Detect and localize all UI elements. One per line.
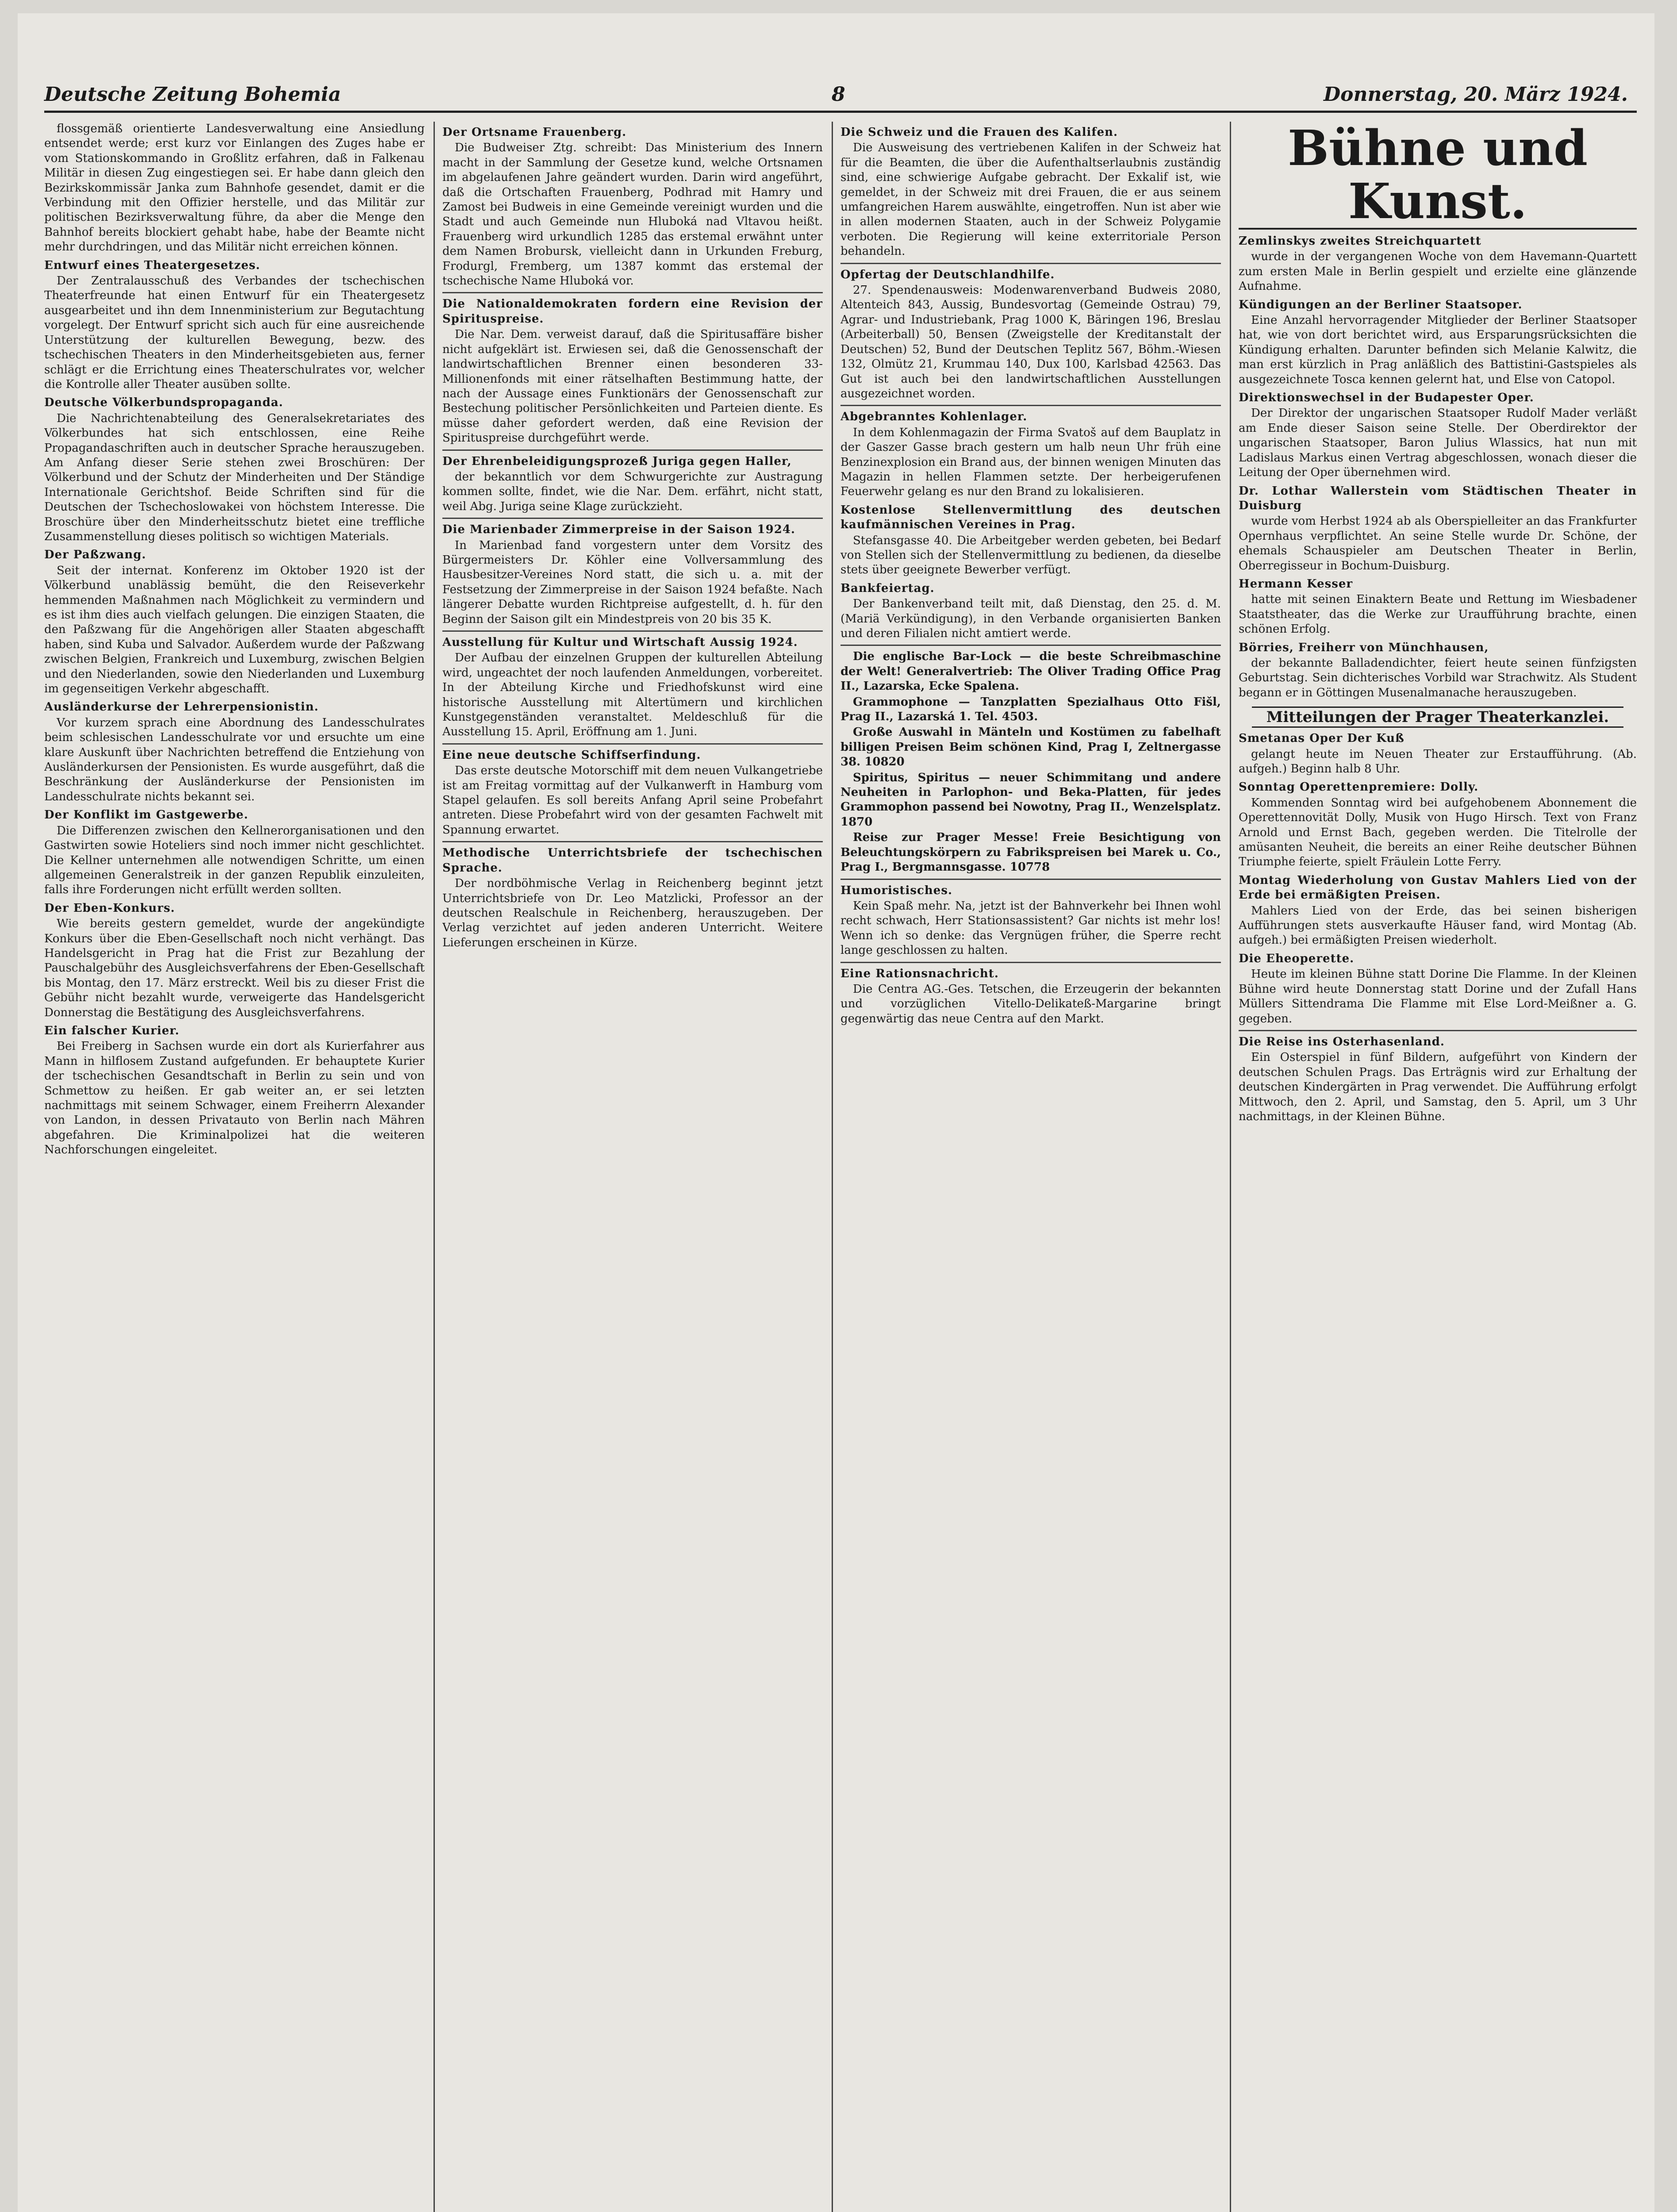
article-paragraph: Die Budweiser Ztg. schreibt: Das Ministerium des Innern macht in der Sammlung der Gesetze kund, welche Ortsnamen im abgelaufenen Jahre geändert wurden. Darin wird angeführt, daß die Ortschaften Frauenberg, Podhrad mit Hamry und Zamost bei Budweis in eine Gemeinde vereinigt wurden und die Stadt und auch Gemeinde nun Hluboká nad Vltavou heißt. Frauenberg wird urkundlich 1285 das erstemal erwähnt unter dem Namen Brobursk, vielleicht dann in Urkunden Freburg, Frodurgl, Fremberg, um 1387 kommt das erstemal der tschechische Name Hluboká vor. (442, 141, 823, 288)
article-paragraph: Ein Osterspiel in fünf Bildern, aufgeführt von Kindern der deutschen Schulen Prags. Das Erträgnis wird zur Erhaltung der deutschen Kindergärten in Prag verwendet. Die Aufführung erfolgt Mittwoch, den 2. April, und Samstag, den 5. April, um 3 Uhr nachmittags, in der Kleinen Bühne. (1239, 1051, 1637, 1123)
article-paragraph: Die Nachrichtenabteilung des Generalsekretariates des Völkerbundes hat sich entschlossen, eine Reihe Propagandaschriften auch in deutscher Sprache herauszugeben. Am Anfang dieser Serie stehen zwei Broschüren: Der Völkerbund und der Schutz der Minderheiten und Der Ständige Internationale Gerichtshof. Beide Schriften sind für die Deutschen der Tschechoslowakei von höchstem Interesse. Die Broschüre über den Minderheitsschutz bietet eine treffliche Zusammenstellung dieses politisch so wichtigen Materials. (44, 411, 425, 543)
article-paragraph: Stefansgasse 40. Die Arbeitgeber werden gebeten, bei Bedarf von Stellen sich der Stellenvermittlung zu bedienen, da dieselbe stets über geeignete Bewerber verfügt. (840, 534, 1221, 577)
article-paragraph: In Marienbad fand vorgestern unter dem Vorsitz des Bürgermeisters Dr. Köhler eine Vollversammlung des Hausbesitzer-Vereines Nord statt, die sich u. a. mit der Festsetzung der Zimmerpreise in der Saison 1924 befaßte. Nach längerer Debatte wurden Richtpreise aufgestellt, d. h. für den Beginn der Saison gilt ein Mindestpreis von 20 bis 35 K. (442, 538, 823, 626)
article-paragraph: Die Differenzen zwischen den Kellnerorganisationen und den Gastwirten sowie Hoteliers sind noch immer nicht geschlichtet. Die Kellner unternehmen alle notwendigen Schritte, um einen allgemeinen Generalstreik in der ganzen Republik einzuleiten, falls ihre Forderungen nicht erfüllt werden sollten. (44, 824, 425, 897)
article-heading: Direktionswechsel in der Budapester Oper. (1239, 391, 1534, 405)
article-paragraph: Der nordböhmische Verlag in Reichenberg beginnt jetzt Unterrichtsbriefe von Dr. Leo Matzlicki, Professor an der deutschen Realschule in Reichenberg, herauszugeben. Der Verlag verzichtet auf jeden anderen Unterricht. Weitere Lieferungen erscheinen in Kürze. (442, 877, 823, 949)
advertisement: Spiritus, Spiritus — neuer Schimmitang und andere Neuheiten in Parlophon- und Beka-Platten, für jedes Grammophon passend bei Nowotny, Prag II., Wenzelsplatz. 1870 (840, 771, 1221, 829)
article-paragraph: Die Ausweisung des vertriebenen Kalifen in der Schweiz hat für die Beamten, die über die Aufenthaltserlaubnis zuständig sind, eine schwierige Aufgabe gebracht. Der Exkalif ist, wie gemeldet, in der Schweiz mit drei Frauen, die er aus seinem umfangreichen Harem auswählte, eingetroffen. Nun ist aber wie in allen modernen Staaten, auch in der Schweiz Polygamie verboten. Die Regierung will keine exterritoriale Person behandeln. (840, 141, 1221, 258)
column-rule (434, 122, 435, 2212)
article-paragraph: Vor kurzem sprach eine Abordnung des Landesschulrates beim schlesischen Landesschulrate vor und ersuchte um eine klare Auskunft über Nachrichten betreffend die Entziehung von Ausländerkursen der Pensionisten. Es wurde ausgeführt, daß die Beschränkung der Ausländerkurse der Pensionisten im Landesschulrate nichts bekannt sei. (44, 716, 425, 803)
article-divider (442, 518, 823, 519)
article-divider (840, 405, 1221, 406)
column-1 (44, 122, 425, 2212)
article-heading: Kündigungen an der Berliner Staatsoper. (1239, 298, 1523, 311)
article-heading: Der Eben-Konkurs. (44, 901, 175, 915)
article-divider (442, 743, 823, 745)
article-heading: Die Eheoperette. (1239, 952, 1355, 965)
article-heading: Bankfeiertag. (840, 581, 935, 595)
article-heading: Ausländerkurse der Lehrerpensionistin. (44, 700, 319, 714)
article-heading: Die Nationaldemokraten fordern eine Revision der Spirituspreise. (442, 297, 823, 326)
article-divider (442, 449, 823, 451)
article-paragraph: Die Centra AG.-Ges. Tetschen, die Erzeugerin der bekannten und vorzüglichen Vitello-Delikateß-Margarine bringt gegenwärtig das neue Centra auf den Markt. (840, 982, 1221, 1025)
section-title: Bühne und Kunst. (1239, 122, 1637, 230)
article-paragraph: Kein Spaß mehr. Na, jetzt ist der Bahnverkehr bei Ihnen wohl recht schwach, Herr Stationsassistent? Gar nichts ist mehr los! Wenn ich so denke: das Vergnügen früher, die Sperre recht lange geschlossen zu halten. (840, 899, 1221, 957)
article-paragraph: wurde vom Herbst 1924 ab als Oberspielleiter an das Frankfurter Opernhaus verpflichtet. An seine Stelle wurde Dr. Schöne, der ehemals Schauspieler am Deutschen Theater in Berlin, Oberregisseur in Bochum-Duisburg. (1239, 515, 1637, 572)
article-heading: Dr. Lothar Wallerstein vom Städtischen Theater in Duisburg (1239, 484, 1637, 512)
article-paragraph: 27. Spendenausweis: Modenwarenverband Budweis 2080, Altenteich 843, Aussig, Bundesvortag (Gemeinde Ostrau) 79, Agrar- und Industriebank, Prag 1000 K, Bäringen 196, Breslau (Arbeiterball) 50, Bensen (Zweigstelle der Kreditanstalt der Deutschen) 52, Bund der Deutschen Teplitz 567, Böhm.-Wiesen 132, Olmütz 21, Krummau 140, Dux 100, Karlsbad 42563. Das Gut ist auch bei den landwirtschaftlichen Ausstellungen ausgezeichnet worden. (840, 284, 1221, 400)
article-divider (840, 645, 1221, 646)
article-paragraph: Der Aufbau der einzelnen Gruppen der kulturellen Abteilung wird, ungeachtet der noch laufenden Anmeldungen, vorbereitet. In der Abteilung Kirche und Friedhofskunst wird eine historische Ausstellung mit Altertümern und kirchlichen Kunstgegenständen veranstaltet. Meldeschluß für die Ausstellung 15. April, Eröffnung am 1. Juni. (442, 651, 823, 739)
article-paragraph: Das erste deutsche Motorschiff mit dem neuen Vulkangetriebe ist am Freitag vormittag auf der Vulkanwerft in Hamburg vom Stapel gelaufen. Es soll bereits Anfang April seine Probefahrt antreten. Diese Probefahrt wird von der gesamten Fachwelt mit Spannung erwartet. (442, 764, 823, 837)
article-paragraph: Bei Freiberg in Sachsen wurde ein dort als Kurierfahrer aus Mann in hilflosem Zustand aufgefunden. Er behauptete Kurier der tschechischen Gesandtschaft in Berlin zu sein und von Schmettow zu heißen. Er gab weiter an, er sei letzten nachmittags mit seinem Schwager, einem Freiherrn Alexander von Landon, in dessen Privatauto von Berlin nach Mähren abgefahren. Die Kriminalpolizei hat die weiteren Nachforschungen eingeleitet. (44, 1040, 425, 1157)
advertisement: Die englische Bar-Lock — die beste Schreibmaschine der Welt! Generalvertrieb: The Oliver Trading Office Prag II., Lazarska, Ecke Spalena. (840, 650, 1221, 693)
article-divider (1239, 1030, 1637, 1031)
article-divider (442, 841, 823, 842)
article-heading: Der Ortsname Frauenberg. (442, 126, 627, 139)
article-paragraph: hatte mit seinen Einaktern Beate und Rettung im Wiesbadener Staatstheater, das die Werke zur Uraufführung brachte, einen schönen Erfolg. (1239, 593, 1637, 636)
page-number: 8 (832, 83, 845, 106)
column-rule (832, 122, 833, 2212)
article-heading: Abgebranntes Kohlenlager. (840, 410, 1028, 424)
article-heading: Der Ehrenbeleidigungsprozeß Juriga gegen Haller, (442, 454, 792, 468)
article-paragraph: gelangt heute im Neuen Theater zur Erstaufführung. (Ab. aufgeh.) Beginn halb 8 Uhr. (1239, 747, 1637, 776)
article-heading: Entwurf eines Theatergesetzes. (44, 258, 261, 272)
article-paragraph: der bekanntlich vor dem Schwurgerichte zur Austragung kommen sollte, findet, wie die Nar. Dem. erfährt, nicht statt, weil Abg. Juriga seine Klage zurückzieht. (442, 470, 823, 513)
article-heading: Methodische Unterrichtsbriefe der tschechischen Sprache. (442, 846, 823, 875)
article-paragraph: Mahlers Lied von der Erde, das bei seinen bisherigen Aufführungen stets ausverkaufte Häuser fand, wird Montag (Ab. aufgeh.) bei ermäßigten Preisen wiederholt. (1239, 904, 1637, 947)
article-heading: Kostenlose Stellenvermittlung des deutschen kaufmännischen Vereines in Prag. (840, 503, 1221, 532)
paper-name: Deutsche Zeitung Bohemia (44, 83, 341, 106)
subsection-title (1239, 707, 1637, 728)
article-paragraph: Eine Anzahl hervorragender Mitglieder der Berliner Staatsoper hat, wie von dort berichtet wird, aus Ersparungsrücksichten die Kündigung erhalten. Darunter befinden sich Melanie Kalwitz, die man erst kürzlich in Prag anläßlich des Battistini-Gastspieles als ausgezeichnete Tosca kennen gelernt hat, und Else von Catopol. (1239, 314, 1637, 386)
advertisement: Grammophone — Tanzplatten Spezialhaus Otto Fišl, Prag II., Lazarská 1. Tel. 4503. (840, 695, 1221, 724)
article-heading: Eine neue deutsche Schiffserfindung. (442, 748, 701, 762)
article-paragraph: Seit der internat. Konferenz im Oktober 1920 ist der Völkerbund unablässig bemüht, die den Reiseverkehr hemmenden Maßnahmen nach Möglichkeit zu vermindern und es ist ihm dies auch vielfach gelungen. Die einzigen Staaten, die den Paßzwang für die Angehörigen aller Staaten abgeschafft haben, sind Kuba und Salvador. Außerdem wurde der Paßzwang zwischen Belgien, Frankreich und Luxemburg, zwischen Belgien und den Niederlanden, sowie den Niederlanden und Luxemburg im gegenseitigen Verkehr abgeschafft. (44, 564, 425, 696)
column-4 (1239, 122, 1637, 2212)
article-heading: Die Marienbader Zimmerpreise in der Saison 1924. (442, 523, 795, 537)
article-heading: Humoristisches. (840, 883, 953, 897)
masthead (44, 80, 1637, 113)
article-heading: Der Paßzwang. (44, 548, 146, 562)
article-heading: Eine Rationsnachricht. (840, 967, 999, 980)
article-heading: Der Konflikt im Gastgewerbe. (44, 808, 249, 822)
column-rule (1230, 122, 1231, 2212)
article-heading: Hermann Kesser (1239, 577, 1353, 591)
article-paragraph: Heute im kleinen Bühne statt Dorine Die Flamme. In der Kleinen Bühne wird heute Donnerstag statt Dorine und der Zufall Hans Müllers Sittendrama Die Flamme mit Else Lord-Meißner a. G. gegeben. (1239, 968, 1637, 1025)
article-paragraph: der bekannte Balladendichter, feiert heute seinen fünfzigsten Geburtstag. Sein dichterisches Vorbild war Strachwitz. Als Student begann er in Göttingen Musenalmanache herauszugeben. (1239, 656, 1637, 699)
column-2 (442, 122, 823, 2212)
article-paragraph: Wie bereits gestern gemeldet, wurde der angekündigte Konkurs über die Eben-Gesellschaft noch nicht verhängt. Das Handelsgericht in Prag hat die Frist zur Bezahlung der Pauschalgebühr des Ausgleichsverfahrens der Eben-Gesellschaft bis Montag, den 17. März erstreckt. Weil bis zu dieser Frist die Gebühr nicht bezahlt wurde, verweigerte das Handelsgericht Donnerstag die Bestätigung des Ausgleichsverfahrens. (44, 917, 425, 1019)
article-heading: Ein falscher Kurier. (44, 1024, 180, 1037)
article-divider (840, 879, 1221, 880)
article-divider (442, 292, 823, 293)
article-paragraph: flossgemäß orientierte Landesverwaltung eine Ansiedlung entsendet werde; erst kurz vor Einlangen des Zuges habe er vom Stationskommando in Großlitz erfahren, daß in Falkenau Militär in diesen Zug eingestiegen sei. Er habe dann gleich den Bezirkskommissär Janka zum Bahnhofe gesendet, damit er die Verbindung mit den Offizier herstelle, und das Militär zur politischen Bezirksverwaltung führe, da aber die Menge den Bahnhof bereits blockiert gehabt habe, habe der Beamte nicht mehr durchdringen, und das Militär nicht erreichen können. (44, 122, 425, 254)
article-paragraph: Der Direktor der ungarischen Staatsoper Rudolf Mader verläßt am Ende dieser Saison seine Stelle. Der Oberdirektor der ungarischen Staatsoper, Baron Julius Wlassics, hat nun mit Ladislaus Markus einen Vertrag abgeschlossen, wonach dieser die Leitung der Oper übernehmen wird. (1239, 407, 1637, 480)
article-paragraph: Der Bankenverband teilt mit, daß Dienstag, den 25. d. M. (Mariä Verkündigung), in den Verbande organisierten Banken und deren Filialen nicht amtiert werde. (840, 597, 1221, 640)
article-heading: Die Schweiz und die Frauen des Kalifen. (840, 126, 1118, 139)
newspaper-page (18, 13, 1654, 2212)
article-divider (840, 962, 1221, 963)
article-heading: Smetanas Oper Der Kuß (1239, 732, 1405, 745)
article-divider (442, 630, 823, 632)
article-heading: Die Reise ins Osterhasenland. (1239, 1035, 1445, 1048)
article-heading: Montag Wiederholung von Gustav Mahlers Lied von der Erde bei ermäßigten Preisen. (1239, 873, 1637, 902)
article-paragraph: Die Nar. Dem. verweist darauf, daß die Spiritusaffäre bisher nicht aufgeklärt ist. Erwiesen sei, daß die Genossenschaft der landwirtschaftlichen Brenner einen besonderen 33-Millionenfonds mit einer rätselhaften Bestimmung hatte, der nach der Aussage eines Funktionärs der Genossenschaft zur Bestechung politischer Persönlichkeiten und Parteien diente. Es müsse daher gefordert werden, daß eine Revision der Spirituspreise durchgeführt werde. (442, 328, 823, 445)
article-divider (840, 263, 1221, 264)
column-3 (840, 122, 1221, 2212)
subsection-title-text: Mitteilungen der Prager Theaterkanzlei. (1252, 707, 1623, 728)
article-paragraph: Der Zentralausschuß des Verbandes der tschechischen Theaterfreunde hat einen Entwurf für ein Theatergesetz ausgearbeitet und ihn dem Innenministerium zur Begutachtung vorgelegt. Der Entwurf spricht sich auch für eine ausreichende Unterstützung der kulturellen Bewegung, bezw. des tschechischen Theaters in den Minderheitsgebieten aus, ferner schlägt er die Errichtung eines Theaterschulrates vor, welcher die Kontrolle aller Theater ausüben sollte. (44, 274, 425, 391)
article-heading: Opfertag der Deutschlandhilfe. (840, 268, 1055, 281)
article-paragraph: In dem Kohlenmagazin der Firma Svatoš auf dem Bauplatz in der Gaszer Gasse brach gestern um halb neun Uhr früh eine Benzinexplosion ein Brand aus, der binnen wenigen Minuten das Magazin in hellen Flammen setzte. Der herbeigerufenen Feuerwehr gelang es nur den Brand zu lokalisieren. (840, 426, 1221, 499)
article-heading: Zemlinskys zweites Streichquartett (1239, 234, 1481, 248)
article-paragraph: Kommenden Sonntag wird bei aufgehobenem Abonnement die Operettennovität Dolly, Musik von Hugo Hirsch. Text von Franz Arnold und Ernst Bach, gegeben werden. Die Titelrolle der amüsanten Neuheit, die bereits an einer Reihe deutscher Bühnen Triumphe feierte, spielt Fräulein Lotte Ferry. (1239, 796, 1637, 869)
article-heading: Sonntag Operettenpremiere: Dolly. (1239, 780, 1479, 794)
advertisement: Reise zur Prager Messe! Freie Besichtigung von Beleuchtungskörpern zu Fabrikspreisen bei Marek u. Co., Prag I., Bergmannsgasse. 10778 (840, 831, 1221, 874)
article-heading: Deutsche Völkerbundspropaganda. (44, 396, 284, 410)
article-heading: Ausstellung für Kultur und Wirtschaft Aussig 1924. (442, 636, 798, 649)
issue-date: Donnerstag, 20. März 1924. (1323, 83, 1628, 106)
article-heading: Börries, Freiherr von Münchhausen, (1239, 641, 1489, 654)
article-paragraph: wurde in der vergangenen Woche von dem Havemann-Quartett zum ersten Male in Berlin gespielt und erzielte eine glänzende Aufnahme. (1239, 250, 1637, 293)
advertisement: Große Auswahl in Mänteln und Kostümen zu fabelhaft billigen Preisen Beim schönen Kind, Prag I, Zeltnergasse 38. 10820 (840, 726, 1221, 769)
